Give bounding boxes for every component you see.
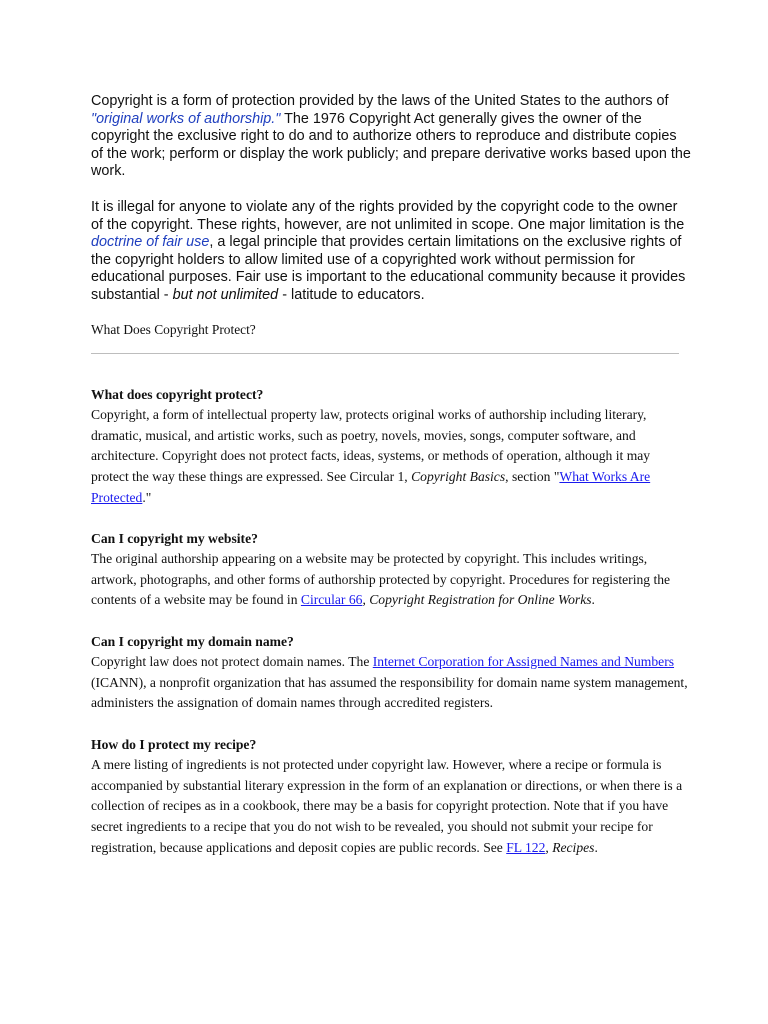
answer-text: . [594,839,598,855]
answer-text: ." [142,489,152,505]
section-heading: What Does Copyright Protect? [91,321,256,337]
intro-paragraph-1 [91,93,691,181]
circular-66-link[interactable]: Circular 66 [300,592,363,608]
document-page [91,93,691,858]
original-works-link[interactable]: "original works of authorship." [91,110,281,127]
faq-question: Can I copyright my website? [91,530,258,546]
answer-text: . [591,592,595,608]
intro-paragraph-2 [91,199,691,305]
faq-item [91,385,691,509]
icann-link[interactable]: Internet Corporation for Assigned Names and Numbers [372,654,675,670]
emphasis-text: Copyright Basics [411,468,506,484]
faq-answer [91,652,691,714]
faq-answer [91,405,691,508]
faq-question: What does copyright protect? [91,386,264,402]
emphasis-text: but not unlimited [172,286,279,303]
fl-122-link[interactable]: FL 122 [506,839,546,855]
answer-text: (ICANN), a nonprofit organization that has assumed the responsibility for domain name system management, administers the assignation of domain names through accredited registers. [91,674,688,711]
intro-text: It is illegal for anyone to violate any of the rights provided by the copyright code to the owner of the copyright. These rights, however, are not unlimited in scope. One major limitation is the [91,198,685,233]
answer-text: , [362,592,370,608]
faq-question: Can I copyright my domain name? [91,633,294,649]
emphasis-text: Recipes [552,839,595,855]
intro-text: - latitude to educators. [278,286,425,303]
emphasis-text: Copyright Registration for Online Works [369,592,592,608]
answer-text: A mere listing of ingredients is not protected under copyright law. However, where a recipe or formula is accompanied by substantial literary expression in the form of an explanation or directions, or when there is a collection of recipes as in a cookbook, there may be a basis for copyright protection. Note that if you have secret ingredients to a recipe that you do not wish to be revealed, you should not submit your recipe for registration, because applications and deposit copies are public records. See [91,757,683,855]
fair-use-link[interactable]: doctrine of fair use [91,234,210,251]
answer-text: Copyright law does not protect domain names. The [91,654,373,670]
faq-answer [91,755,691,858]
answer-text: , section " [505,468,560,484]
faq-item [91,632,691,714]
faq-item [91,735,691,859]
answer-text: , [545,839,553,855]
answer-text: The original authorship appearing on a website may be protected by copyright. This includes writings, artwork, photographs, and other forms of authorship protected by copyright. Procedures for registering the contents of a website may be found in [91,551,671,608]
faq-question: How do I protect my recipe? [91,736,257,752]
divider [91,353,679,354]
intro-section [91,93,691,305]
faq-answer [91,549,691,611]
intro-text: The 1976 Copyright Act generally gives the owner of the copyright the exclusive right to do and to authorize others to reproduce and distribute copies of the work; perform or display the work publicly; and prepare derivative works based upon the work. [91,110,691,180]
faq-section [91,385,691,859]
what-works-link[interactable]: What Works Are Protected [91,468,651,505]
answer-text: Copyright, a form of intellectual property law, protects original works of authorship including literary, dramatic, musical, and artistic works, such as poetry, novels, movies, songs, computer software, and architecture. Copyright does not protect facts, ideas, systems, or methods of operation, although it may protect the way these things are expressed. See Circular 1, [91,407,651,484]
faq-item [91,529,691,611]
intro-text: Copyright is a form of protection provided by the laws of the United States to the authors of [91,93,669,109]
intro-text: , a legal principle that provides certain limitations on the exclusive rights of the copyright holders to allow limited use of a copyrighted work without permission for educational purposes. Fair use is important to the educational community because it provides substantial - [91,234,686,303]
